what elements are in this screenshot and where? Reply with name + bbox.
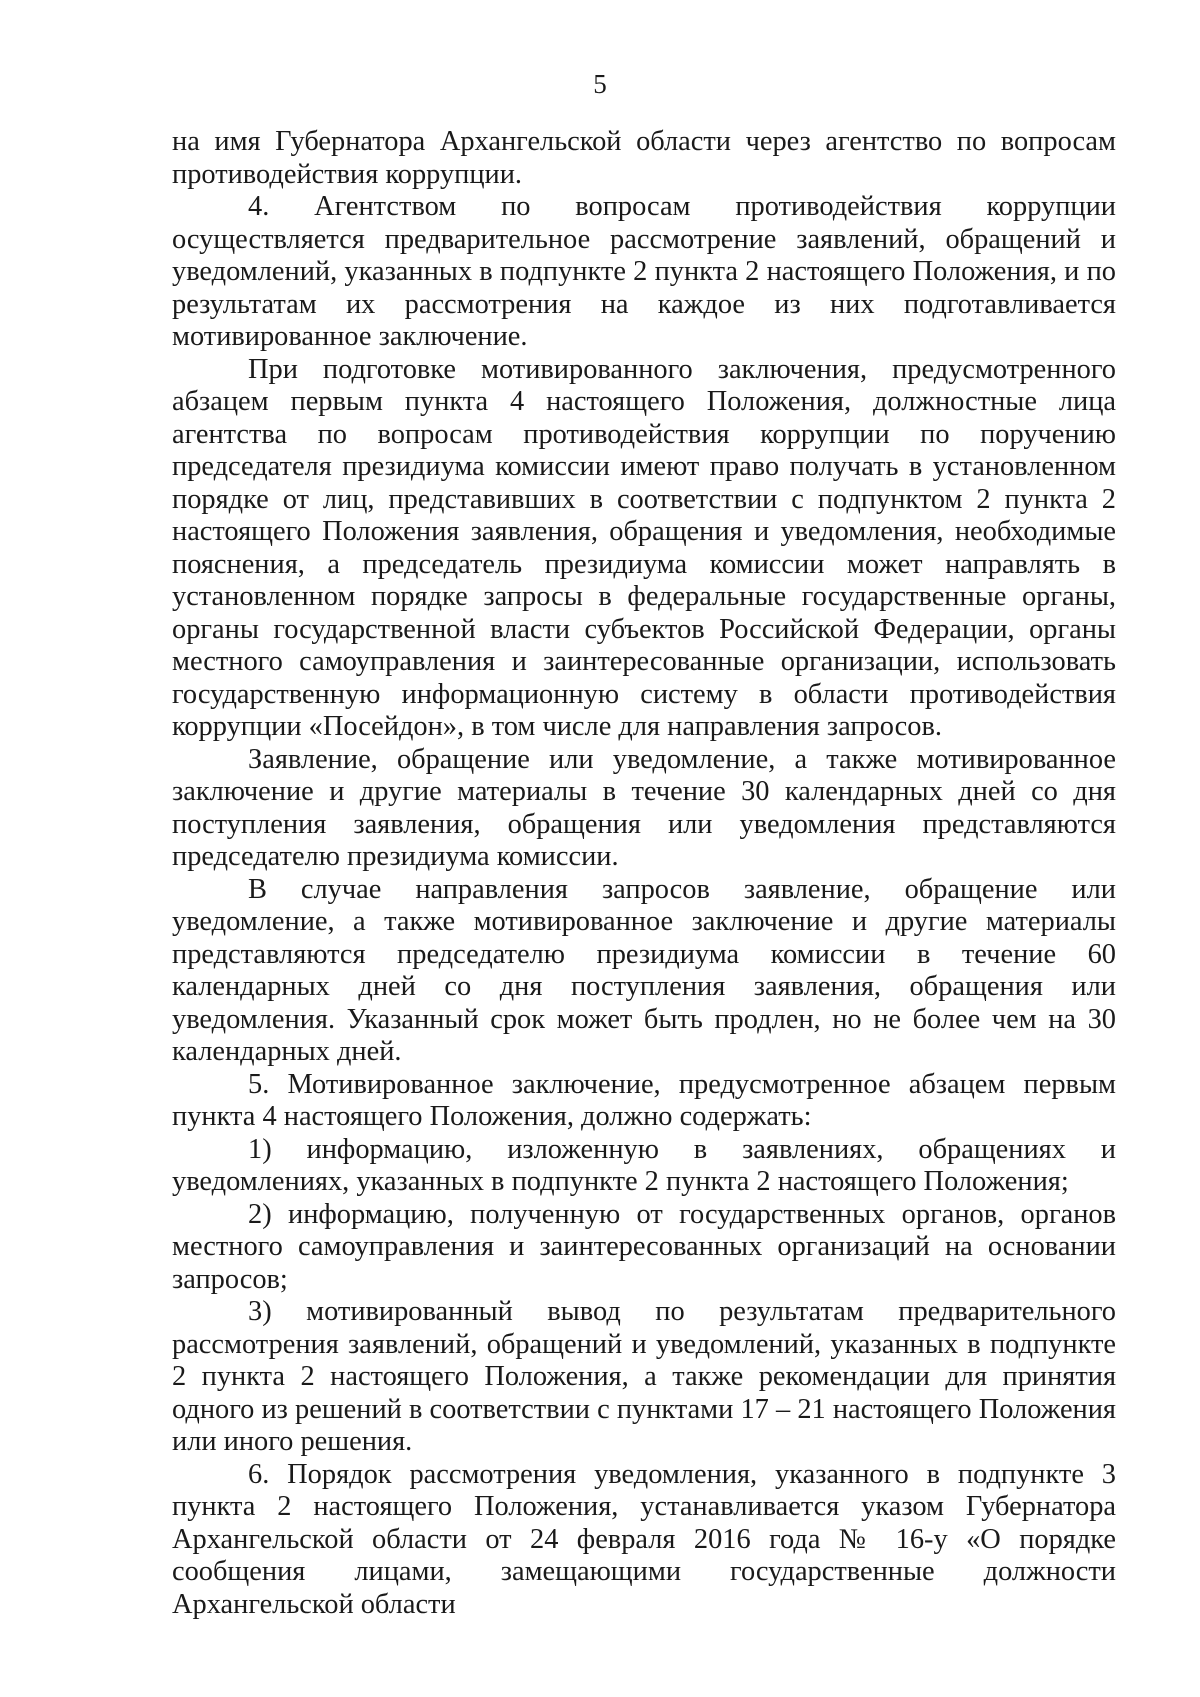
document-body [172, 126, 1116, 1621]
paragraph: 4. Агентством по вопросам противодействия коррупции осуществляется предварительное рассмотрение заявлений, обращений и уведомлений, указанных в подпункте 2 пункта 2 настоящего Положения, и по результатам их рассмотрения на каждое из них подготавливается мотивированное заключение. [172, 191, 1116, 352]
paragraph: При подготовке мотивированного заключения, предусмотренного абзацем первым пункта 4 настоящего Положения, должностные лица агентства по вопросам противодействия коррупции по поручению председателя президиума комиссии имеют право получать в установленном порядке от лиц, представивших в соответствии с подпунктом 2 пункта 2 настоящего Положения заявления, обращения и уведомления, необходимые пояснения, а председатель президиума комиссии может направлять в установленном порядке запросы в федеральные государственные органы, органы государственной власти субъектов Российской Федерации, органы местного самоуправления и заинтересованные организации, использовать государственную информационную систему в области противодействия коррупции «Посейдон», в том числе для направления запросов. [172, 353, 1116, 742]
paragraph: Заявление, обращение или уведомление, а также мотивированное заключение и другие материалы в течение 30 календарных дней со дня поступления заявления, обращения или уведомления представляются председателю президиума комиссии. [172, 743, 1116, 872]
paragraph: на имя Губернатора Архангельской области через агентство по вопросам противодействия коррупции. [172, 126, 1116, 190]
paragraph: 5. Мотивированное заключение, предусмотренное абзацем первым пункта 4 настоящего Положения, должно содержать: [172, 1068, 1116, 1132]
paragraph: 2) информацию, полученную от государственных органов, органов местного самоуправления и заинтересованных организаций на основании запросов; [172, 1198, 1116, 1295]
paragraph: 6. Порядок рассмотрения уведомления, указанного в подпункте 3 пункта 2 настоящего Положения, устанавливается указом Губернатора Архангельской области от 24 февраля 2016 года № 16-у «О порядке сообщения лицами, замещающими государственные должности Архангельской области [172, 1458, 1116, 1620]
paragraph: В случае направления запросов заявление, обращение или уведомление, а также мотивированное заключение и другие материалы представляются председателю президиума комиссии в течение 60 календарных дней со дня поступления заявления, обращения или уведомления. Указанный срок может быть продлен, но не более чем на 30 календарных дней. [172, 873, 1116, 1067]
paragraph: 3) мотивированный вывод по результатам предварительного рассмотрения заявлений, обращений и уведомлений, указанных в подпункте 2 пункта 2 настоящего Положения, а также рекомендации для принятия одного из решений в соответствии с пунктами 17 – 21 настоящего Положения или иного решения. [172, 1296, 1116, 1457]
paragraph: 1) информацию, изложенную в заявлениях, обращениях и уведомлениях, указанных в подпункте 2 пункта 2 настоящего Положения; [172, 1133, 1116, 1197]
page-number: 5 [593, 69, 607, 99]
